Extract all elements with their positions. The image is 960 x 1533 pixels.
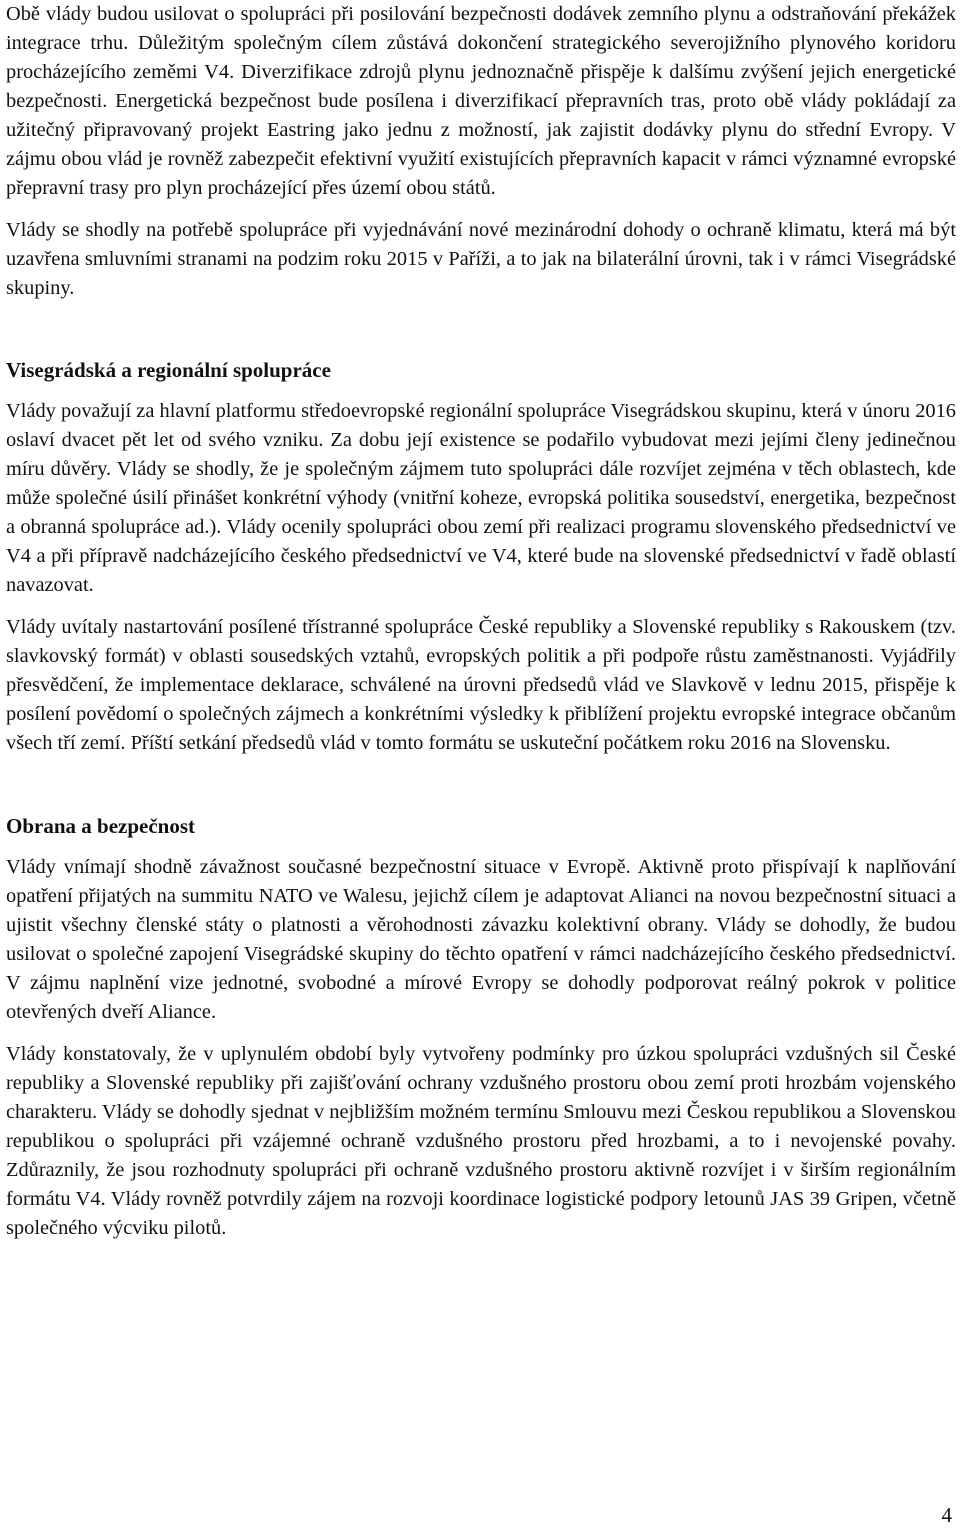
section-heading-defense: Obrana a bezpečnost xyxy=(6,814,195,838)
paragraph-visegrad-platform: Vlády považují za hlavní platformu středoevropské regionální spolupráce Visegrádskou skupinu, která v únoru 2016 oslaví dvacet pět let od svého vzniku. Za dobu její existence se podařilo vybudovat mezi jejími členy jedinečnou míru důvěry. Vlády se shodly, že je společným zájmem tuto spolupráci dále rozvíjet zejména v těch oblastech, kde může společné úsilí přinášet konkrétní výhody (vnitřní koheze, evropská politika sousedství, energetika, bezpečnost a obranná spolupráce ad.). Vlády ocenily spolupráci obou zemí při realizaci programu slovenského předsednictví ve V4 a při přípravě nadcházejícího českého předsednictví ve V4, které bude na slovenské předsednictví v řadě oblastí navazovat. xyxy=(6,400,956,596)
paragraph-nato-security: Vlády vnímají shodně závažnost současné bezpečnostní situace v Evropě. Aktivně proto přispívají k naplňování opatření přijatých na summitu NATO ve Walesu, jejichž cílem je adaptovat Alianci na novou bezpečnostní situaci a ujistit všechny členské státy o platnosti a věrohodnosti závazku kolektivní obrany. Vlády se dohodly, že budou usilovat o společné zapojení Visegrádské skupiny do těchto opatření v rámci nadcházejícího českého předsednictví. V zájmu naplnění vize jednotné, svobodné a mírové Evropy se dohodly podporovat reálný pokrok v politice otevřených dveří Aliance. xyxy=(6,856,956,1023)
page-number: 4 xyxy=(941,1503,952,1527)
paragraph-climate: Vlády se shodly na potřebě spolupráce při vyjednávání nové mezinárodní dohody o ochraně klimatu, která má být uzavřena smluvními stranami na podzim roku 2015 v Paříži, a to jak na bilaterální úrovni, tak i v rámci Visegrádské skupiny. xyxy=(6,219,956,299)
paragraph-slavkov-format: Vlády uvítaly nastartování posílené třístranné spolupráce České republiky a Slovenské republiky s Rakouskem (tzv. slavkovský formát) v oblasti sousedských vztahů, evropských politik a při podpoře růstu zaměstnanosti. Vyjádřily přesvědčení, že implementace deklarace, schválené na úrovni předsedů vlád ve Slavkově v lednu 2015, přispěje k posílení povědomí o společných zájmech a konkrétními výsledky k přiblížení projektu evropské integrace občanům všech tří zemí. Příští setkání předsedů vlád v tomto formátu se uskuteční počátkem roku 2016 na Slovensku. xyxy=(6,616,956,754)
section-heading-visegrad: Visegrádská a regionální spolupráce xyxy=(6,358,331,382)
document-page xyxy=(6,0,956,1243)
paragraph-gas-security: Obě vlády budou usilovat o spolupráci při posilování bezpečnosti dodávek zemního plynu a odstraňování překážek integrace trhu. Důležitým společným cílem zůstává dokončení strategického severojižního plynového koridoru procházejícího zeměmi V4. Diverzifikace zdrojů plynu jednoznačně přispěje k dalšímu zvýšení jejich energetické bezpečnosti. Energetická bezpečnost bude posílena i diverzifikací přepravních tras, proto obě vlády pokládají za užitečný připravovaný projekt Eastring jako jednu z možností, jak zajistit dodávky plynu do střední Evropy. V zájmu obou vlád je rovněž zabezpečit efektivní využití existujících přepravních kapacit v rámci významné evropské přepravní trasy pro plyn procházející přes území obou států. xyxy=(6,3,956,199)
paragraph-airspace-cooperation: Vlády konstatovaly, že v uplynulém období byly vytvořeny podmínky pro úzkou spolupráci vzdušných sil České republiky a Slovenské republiky při zajišťování ochrany vzdušného prostoru obou zemí proti hrozbám vojenského charakteru. Vlády se dohodly sjednat v nejbližším možném termínu Smlouvu mezi Českou republikou a Slovenskou republikou o spolupráci při vzájemné ochraně vzdušného prostoru před hrozbami, a to i nevojenské povahy. Zdůraznily, že jsou rozhodnuty spolupráci při ochraně vzdušného prostoru aktivně rozvíjet i v širším regionálním formátu V4. Vlády rovněž potvrdily zájem na rozvoji koordinace logistické podpory letounů JAS 39 Gripen, včetně společného výcviku pilotů. xyxy=(6,1043,956,1239)
